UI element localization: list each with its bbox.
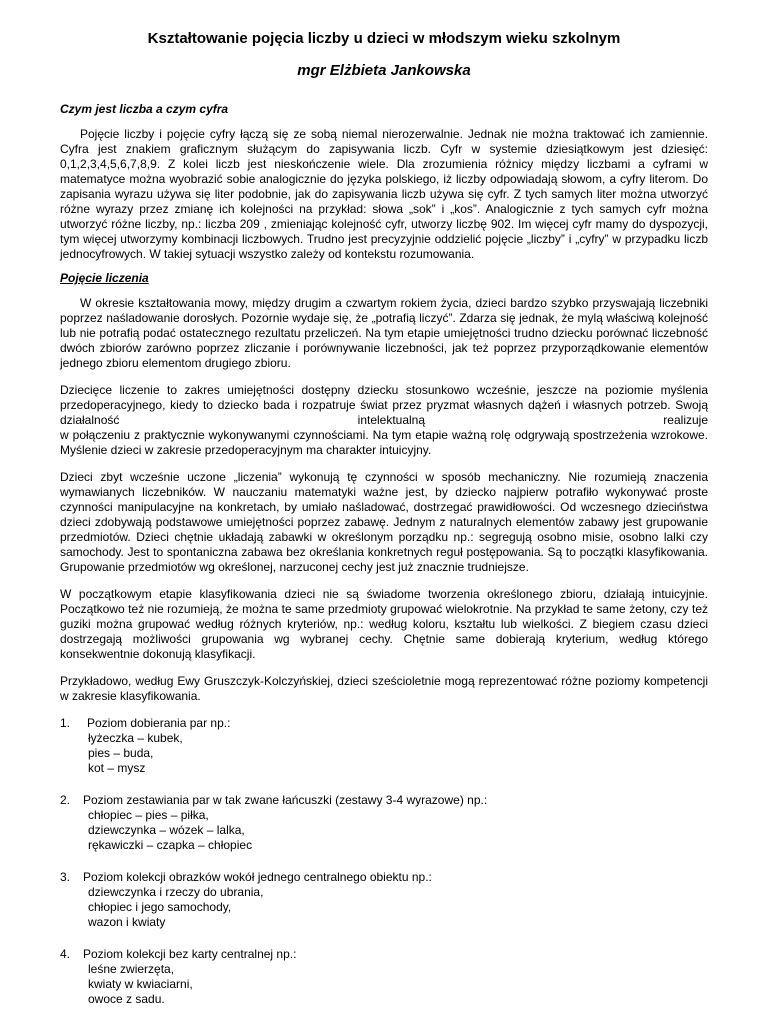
document-page (60, 30, 708, 1024)
list-subitem: rękawiczki – czapka – chłopiec (88, 838, 253, 852)
list-subitem: dziewczynka i rzeczy do ubrania, (88, 885, 264, 899)
classification-levels-list (60, 716, 708, 1007)
list-subitem: kot – mysz (88, 761, 146, 775)
list-subitem: kwiaty w kwiaciarni, (88, 977, 193, 991)
list-number: 1. (60, 716, 71, 730)
paragraph: Dziecięce liczenie to zakres umiejętności dostępny dziecku stosunkowo wcześnie, jeszcze na poziomie myślenia przedoperacyjnego, kiedy to dziecko bada i rozpatruje świat przez pryzmat własnych dążeń i własnych potrzeb. Swoją działalność intelektualną realizuje (60, 383, 708, 427)
document-author: mgr Elżbieta Jankowska (297, 62, 471, 79)
section-heading-liczba-cyfra: Czym jest liczba a czym cyfra (60, 102, 229, 116)
list-subitem: chłopiec – pies – piłka, (88, 808, 209, 822)
list-item-heading: Poziom kolekcji obrazków wokół jednego centralnego obiektu np.: (83, 870, 432, 884)
list-subitem: łyżeczka – kubek, (88, 731, 183, 745)
list-subitem: wazon i kwiaty (88, 915, 166, 929)
paragraph: Dzieci zbyt wcześnie uczone „liczenia” wykonują tę czynności w sposób mechaniczny. Nie rozumieją znaczenia wymawianych liczebników. W nauczaniu matematyki ważne jest, by dziecko najpierw potrafiło wykonywać proste czynności manipulacyjne na konkretach, by umiało naśladować, dostrzegać prawidłowości. Od wczesnego dzieciństwa dzieci zdobywają podstawowe umiejętności poprzez zabawę. Jednym z naturalnych elementów zabawy jest grupowanie przedmiotów. Dzieci chętnie układają zabawki w określonym porządku np.: segregują osobno misie, osobno lalki czy samochody. Jest to spontaniczna zabawa bez określania konkretnych reguł postępowania. Są to początki klasyfikowania. Grupowanie przedmiotów wg określonej, narzuconej cechy jest już znacznie trudniejsze. (60, 470, 708, 574)
list-item-heading: Poziom kolekcji bez karty centralnej np.: (83, 947, 297, 961)
list-subitem: dziewczynka – wózek – lalka, (88, 823, 245, 837)
section-heading-pojecie-liczenia: Pojęcie liczenia (60, 271, 149, 285)
list-item-heading: Poziom zestawiania par w tak zwane łańcuszki (zestawy 3-4 wyrazowe) np.: (83, 793, 488, 807)
document-title: Kształtowanie pojęcia liczby u dzieci w młodszym wieku szkolnym (147, 30, 621, 47)
paragraph: Pojęcie liczby i pojęcie cyfry łączą się ze sobą niemal nierozerwalnie. Jednak nie można traktować ich zamiennie. Cyfra jest znakiem graficznym służącym do zapisywania liczb. Cyfr w systemie dziesiątkowym jest dziesięć: 0,1,2,3,4,5,6,7,8,9. Z kolei liczb jest nieskończenie wiele. Dla zrozumienia różnicy między liczbami a cyframi w matematyce można wyobrazić sobie analogicznie do języka polskiego, iż liczby odpowiadają słowom, a cyfry literom. Do zapisania wyrazu używa się liter podobnie, jak do zapisywania liczb używa się cyfr. Z tych samych liter można utworzyć różne wyrazy przez zmianę ich kolejności na przykład: słowa „sok” i „kos”. Analogicznie z tych samych cyfr można utworzyć różne liczby, np.: liczba 209 , zmieniając kolejność cyfr, utworzy liczbę 902. Im więcej cyfr mamy do dyspozycji, tym więcej utworzymy kombinacji liczbowych. Trudno jest precyzyjnie oddzielić pojęcie „liczby” i „cyfry” w przypadku liczb jednocyfrowych. W takiej sytuacji wszystko zależy od kontekstu rozumowania. (60, 127, 708, 261)
list-item (60, 870, 708, 930)
list-subitem: leśne zwierzęta, (88, 962, 175, 976)
list-item (60, 793, 708, 853)
list-number: 3. (60, 870, 71, 884)
list-item (60, 947, 708, 1007)
list-item-heading: Poziom dobierania par np.: (87, 716, 231, 730)
list-subitem: owoce z sadu. (88, 992, 165, 1006)
paragraph: Przykładowo, według Ewy Gruszczyk-Kolczyńskiej, dzieci sześcioletnie mogą reprezentować różne poziomy kompetencji w zakresie klasyfikowania. (60, 674, 708, 703)
list-subitem: pies – buda, (88, 746, 154, 760)
list-number: 4. (60, 947, 71, 961)
paragraph: W początkowym etapie klasyfikowania dzieci nie są świadome tworzenia określonego zbioru, działają intuicyjnie. Początkowo też nie rozumieją, że można te same przedmioty grupować wielokrotnie. Na przykład te same żetony, czy też guziki można grupować według różnych kryteriów, np.: według koloru, kształtu lub wielkości. Z biegiem czasu dzieci dostrzegają możliwości grupowania wg wybranej cechy. Chętnie same dobierają kryterium, według którego konsekwentnie dokonują klasyfikacji. (60, 587, 708, 661)
list-item (60, 716, 708, 776)
paragraph: W okresie kształtowania mowy, między drugim a czwartym rokiem życia, dzieci bardzo szybko przyswajają liczebniki poprzez naśladowanie dorosłych. Pozornie wydaje się, że „potrafią liczyć”. Zdarza się jednak, że mylą właściwą kolejność lub nie potrafią podać ostatecznego rezultatu przeliczeń. Na tym etapie umiejętności trudno dziecku porównać liczebność dwóch zbiorów zarówno poprzez zliczanie i porównywanie liczebności, jak też poprzez przyporządkowanie elementów jednego zbioru elementom drugiego zbioru. (60, 296, 708, 370)
list-subitem: chłopiec i jego samochody, (88, 900, 232, 914)
paragraph: w połączeniu z praktycznie wykonywanymi czynnościami. Na tym etapie ważną rolę odgrywają spostrzeżenia wzrokowe. Myślenie dzieci w zakresie przedoperacyjnym ma charakter intuicyjny. (60, 428, 708, 457)
list-number: 2. (60, 793, 71, 807)
